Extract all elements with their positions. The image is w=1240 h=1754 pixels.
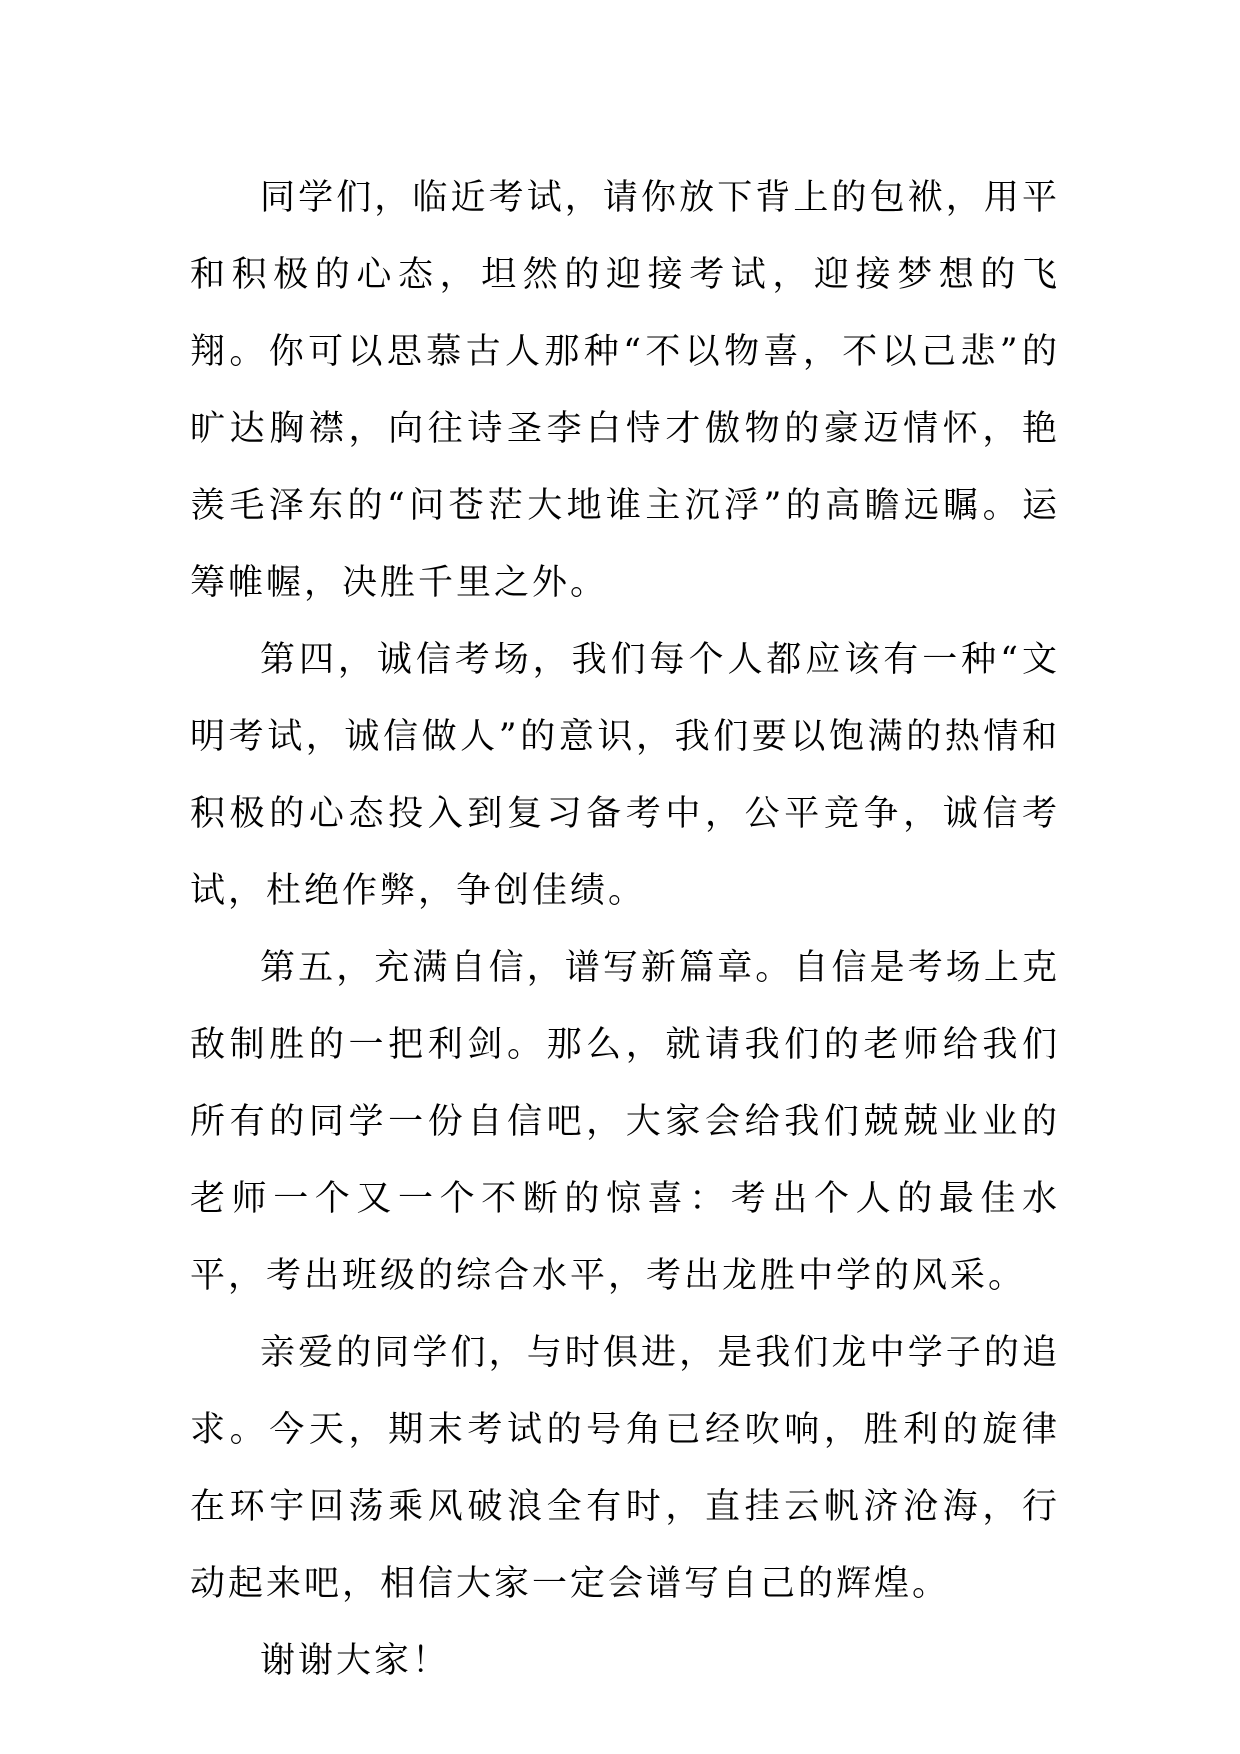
paragraph-fourth-integrity: 第四，诚信考场，我们每个人都应该有一种“文明考试，诚信做人”的意识，我们要以饱满的热情和积极的心态投入到复习备考中，公平竞争，诚信考试，杜绝作弊，争创佳绩。 — [190, 640, 1060, 911]
paragraph-thanks: 谢谢大家！ — [260, 1641, 451, 1681]
paragraph-closing-call: 亲爱的同学们，与时俱进，是我们龙中学子的追求。今天，期末考试的号角已经吹响，胜利的旋律在环宇回荡乘风破浪全有时，直挂云帆济沧海，行动起来吧，相信大家一定会谱写自己的辉煌。 — [190, 1333, 1060, 1604]
paragraph-fifth-confidence: 第五，充满自信，谱写新篇章。自信是考场上克敌制胜的一把利剑。那么，就请我们的老师给我们所有的同学一份自信吧，大家会给我们兢兢业业的老师一个又一个不断的惊喜：考出个人的最佳水平，考出班级的综合水平，考出龙胜中学的风采。 — [190, 948, 1060, 1296]
paragraph-exam-mindset: 同学们，临近考试，请你放下背上的包袱，用平和积极的心态，坦然的迎接考试，迎接梦想的飞翔。你可以思慕古人那种“不以物喜，不以己悲”的旷达胸襟，向往诗圣李白恃才傲物的豪迈情怀，艳羡毛泽东的“问苍茫大地谁主沉浮”的高瞻远瞩。运筹帷幄，决胜千里之外。 — [190, 178, 1060, 603]
document-body — [190, 160, 1060, 1700]
